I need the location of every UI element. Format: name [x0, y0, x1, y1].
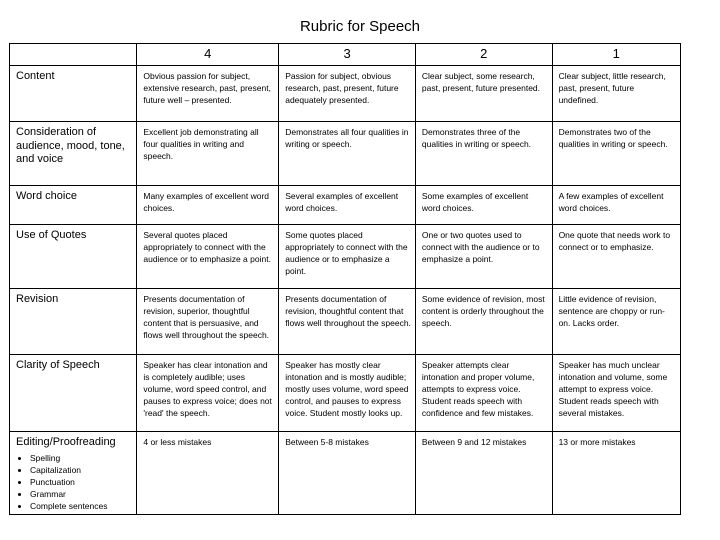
score-cell: Several quotes placed appropriately to connect with the audience or to emphasize a point.: [137, 225, 279, 289]
criterion-label: Word choice: [10, 186, 137, 225]
table-row: [10, 186, 681, 225]
table-row: [10, 225, 681, 289]
score-cell: Presents documentation of revision, thoughtful content that flows well throughout the speech.: [279, 289, 416, 355]
criterion-label: Consideration of audience, mood, tone, and voice: [10, 122, 137, 186]
score-cell: One quote that needs work to connect or to emphasize.: [552, 225, 680, 289]
score-cell: Speaker has clear intonation and is completely audible; uses volume, word speed control, and pauses to express voice; does not 'read' the speech.: [137, 355, 279, 432]
header-level-4: 4: [137, 44, 279, 66]
header-row: [10, 44, 681, 66]
bullet-item: • Grammar: [30, 488, 132, 500]
score-cell: Speaker attempts clear intonation and proper volume, attempts to express voice. Student reads speech with confidence and few mistakes.: [415, 355, 552, 432]
score-cell: Clear subject, little research, past, present, future undefined.: [552, 66, 680, 122]
table-row: [10, 432, 681, 515]
criterion-label: Clarity of Speech: [10, 355, 137, 432]
table-row: [10, 122, 681, 186]
criterion-label: Revision: [10, 289, 137, 355]
bullet-item: • Complete sentences: [30, 500, 132, 512]
bullet-item: • Capitalization: [30, 464, 132, 476]
score-cell: Demonstrates all four qualities in writing or speech.: [279, 122, 416, 186]
page-title: Rubric for Speech: [299, 18, 421, 35]
score-cell: Several examples of excellent word choices.: [279, 186, 416, 225]
score-cell: A few examples of excellent word choices.: [552, 186, 680, 225]
criterion-label: Editing/Proofreading: [16, 436, 116, 448]
score-cell: Speaker has mostly clear intonation and is mostly audible; mostly uses volume, word speed control, and pauses to express voice. Student mostly looks up.: [279, 355, 416, 432]
criterion-bullet-list: [16, 452, 132, 512]
bullet-item: • Spelling: [30, 452, 132, 464]
criterion-cell: [10, 432, 137, 515]
bullet-item: • Punctuation: [30, 476, 132, 488]
score-cell: 13 or more mistakes: [552, 432, 680, 515]
criterion-label: Content: [10, 66, 137, 122]
score-cell: Excellent job demonstrating all four qualities in writing and speech.: [137, 122, 279, 186]
score-cell: Speaker has much unclear intonation and volume, some attempt to express voice. Student reads speech with several mistakes.: [552, 355, 680, 432]
header-criteria-cell: [10, 44, 137, 66]
score-cell: Demonstrates two of the qualities in writing or speech.: [552, 122, 680, 186]
score-cell: Some evidence of revision, most content is orderly throughout the speech.: [415, 289, 552, 355]
table-row: [10, 289, 681, 355]
score-cell: Between 9 and 12 mistakes: [415, 432, 552, 515]
header-level-3: 3: [279, 44, 416, 66]
table-row: [10, 66, 681, 122]
rubric-table: [9, 43, 681, 515]
score-cell: One or two quotes used to connect with the audience or to emphasize a point.: [415, 225, 552, 289]
score-cell: Presents documentation of revision, superior, thoughtful content that is persuasive, and flows well throughout the speech.: [137, 289, 279, 355]
score-cell: Many examples of excellent word choices.: [137, 186, 279, 225]
score-cell: Between 5-8 mistakes: [279, 432, 416, 515]
score-cell: 4 or less mistakes: [137, 432, 279, 515]
criterion-label: Use of Quotes: [10, 225, 137, 289]
score-cell: Demonstrates three of the qualities in writing or speech.: [415, 122, 552, 186]
score-cell: Little evidence of revision, sentence are choppy or run-on. Lacks order.: [552, 289, 680, 355]
score-cell: Some quotes placed appropriately to connect with the audience or to emphasize a point.: [279, 225, 416, 289]
score-cell: Clear subject, some research, past, present, future presented.: [415, 66, 552, 122]
score-cell: Passion for subject, obvious research, past, present, future adequately presented.: [279, 66, 416, 122]
header-level-1: 1: [552, 44, 680, 66]
table-row: [10, 355, 681, 432]
score-cell: Some examples of excellent word choices.: [415, 186, 552, 225]
header-level-2: 2: [415, 44, 552, 66]
score-cell: Obvious passion for subject, extensive research, past, present, future well – presented.: [137, 66, 279, 122]
